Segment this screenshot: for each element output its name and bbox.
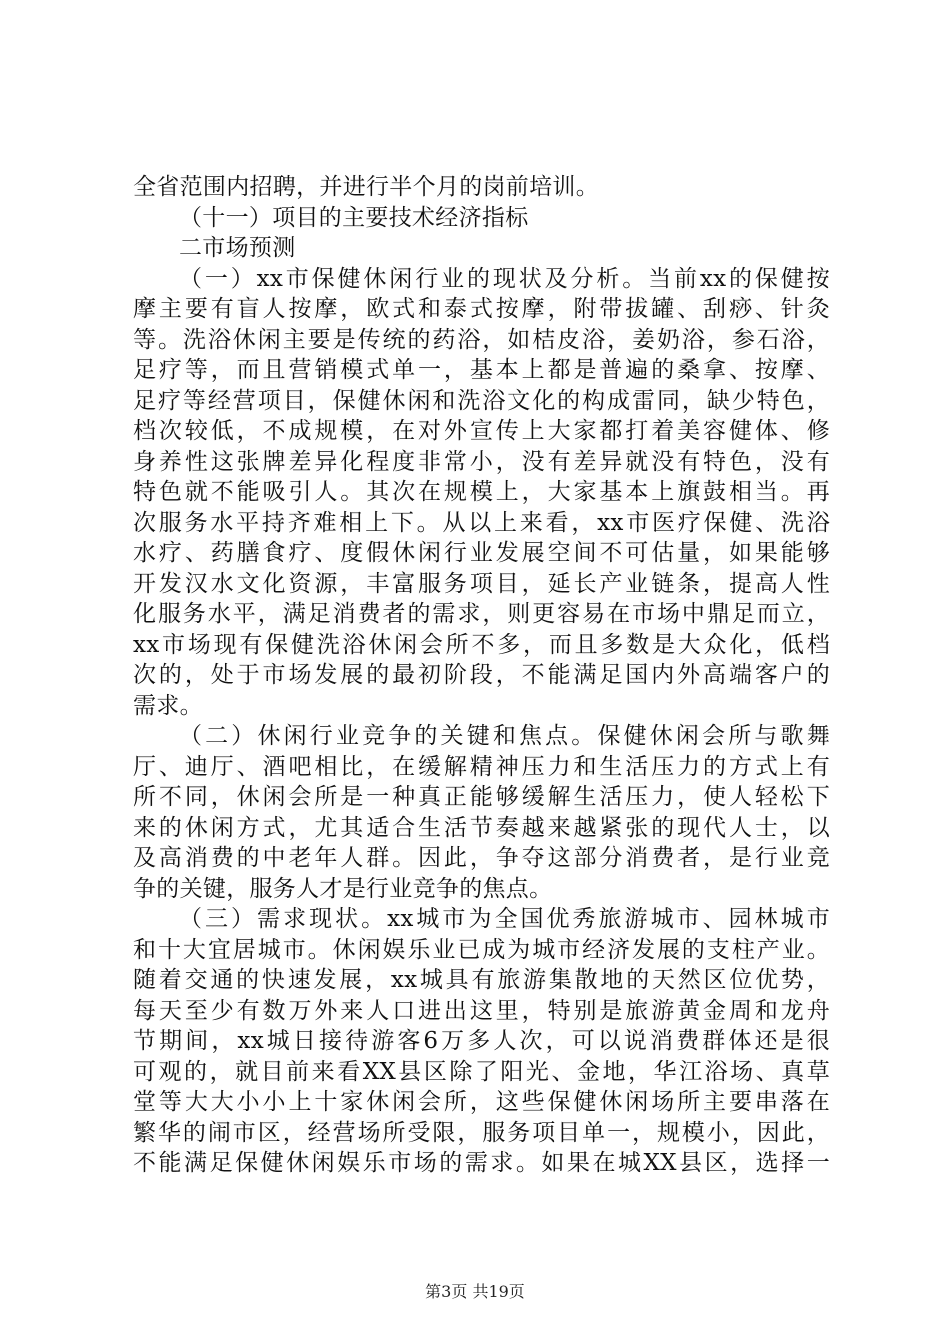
text-line: 二市场预测 [179, 235, 296, 261]
text-line: （三）需求现状。xx城市为全国优秀旅游城市、园林城市 [179, 906, 830, 932]
text-line: 和十大宜居城市。休闲娱乐业已成为城市经济发展的支柱产业。 [133, 936, 830, 963]
text-line: 及高消费的中老年人群。因此，争夺这部分消费者，是行业竞 [133, 845, 830, 871]
text-line: （一）xx市保健休闲行业的现状及分析。当前xx的保健按 [179, 265, 830, 292]
text-line: 每天至少有数万外来人口进出这里，特别是旅游黄金周和龙舟 [133, 997, 830, 1024]
text-line: 足疗等，而且营销模式单一，基本上都是普遍的桑拿、按摩、 [133, 357, 830, 383]
text-line: 档次较低，不成规模，在对外宣传上大家都打着美容健体、修 [133, 418, 830, 444]
document-body [133, 172, 830, 1179]
text-line: 来的休闲方式，尤其适合生活节奏越来越紧张的现代人士，以 [133, 814, 830, 841]
text-line: 厅、迪厅、酒吧相比，在缓解精神压力和生活压力的方式上有 [133, 753, 830, 780]
text-line: 争的关键，服务人才是行业竞争的焦点。 [133, 875, 553, 902]
text-line: 次服务水平持齐难相上下。从以上来看，xx市医疗保健、洗浴 [133, 509, 830, 536]
text-line: 开发汉水文化资源，丰富服务项目，延长产业链条，提高人性 [133, 570, 830, 597]
text-line: 不能满足保健休闲娱乐市场的需求。如果在城XX县区，选择一 [133, 1150, 830, 1176]
text-line: （十一）项目的主要技术经济指标 [179, 204, 529, 231]
text-line: 身养性这张牌差异化程度非常小，没有差异就没有特色，没有 [133, 448, 830, 475]
text-line: 足疗等经营项目，保健休闲和洗浴文化的构成雷同，缺少特色， [133, 387, 830, 414]
text-line: 需求。 [133, 692, 203, 719]
text-line: （二）休闲行业竞争的关键和焦点。保健休闲会所与歌舞 [179, 723, 830, 749]
text-line: 等。洗浴休闲主要是传统的药浴，如桔皮浴，姜奶浴，参石浴， [133, 326, 830, 353]
text-line: 化服务水平，满足消费者的需求，则更容易在市场中鼎足而立， [133, 601, 830, 627]
text-line: 特色就不能吸引人。其次在规模上，大家基本上旗鼓相当。再 [133, 479, 830, 505]
text-line: 次的，处于市场发展的最初阶段，不能满足国内外高端客户的 [133, 662, 830, 688]
text-line: 可观的，就目前来看XX县区除了阳光、金地，华江浴场、真草 [133, 1058, 830, 1085]
text-line: 全省范围内招聘，并进行半个月的岗前培训。 [133, 174, 599, 200]
text-line: 节期间，xx城日接待游客6万多人次，可以说消费群体还是很 [133, 1028, 830, 1054]
text-line: 随着交通的快速发展，xx城具有旅游集散地的天然区位优势， [133, 967, 830, 993]
text-line: 水疗、药膳食疗、度假休闲行业发展空间不可估量，如果能够 [133, 540, 830, 566]
page-number-footer: 第3页 共19页 [425, 1282, 525, 1301]
text-line: 摩主要有盲人按摩，欧式和泰式按摩，附带拔罐、刮痧、针灸 [133, 296, 830, 322]
text-line: xx市场现有保健洗浴休闲会所不多，而且多数是大众化，低档 [133, 631, 830, 658]
text-line: 繁华的闹市区，经营场所受限，服务项目单一，规模小，因此， [133, 1119, 830, 1146]
text-line: 所不同，休闲会所是一种真正能够缓解生活压力，使人轻松下 [133, 784, 830, 810]
text-line: 堂等大大小小上十家休闲会所，这些保健休闲场所主要串落在 [133, 1089, 830, 1115]
